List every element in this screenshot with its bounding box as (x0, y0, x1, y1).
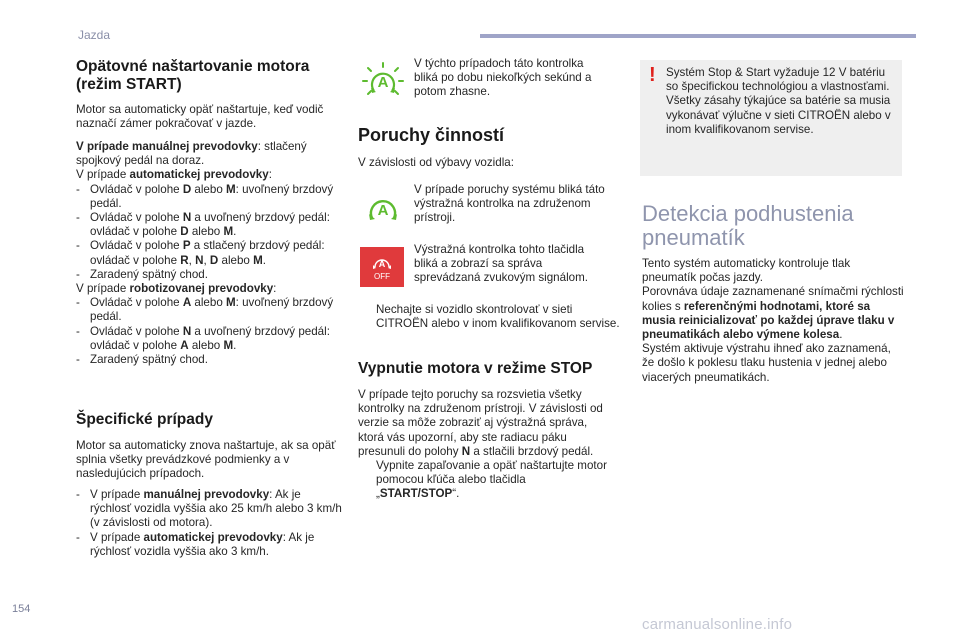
restart-intro: Motor sa automaticky opäť naštartuje, keď vodič naznačí zámer pokračovať v jazde. (76, 103, 324, 131)
page-number: 154 (12, 603, 31, 615)
stop-start-blinking-icon (362, 62, 404, 98)
icon-letter: A (378, 259, 386, 269)
auto-label: automatickej prevodovky (129, 168, 269, 182)
stop-title: Vypnutie motora v režime STOP (358, 360, 593, 377)
fault-warning-icon (362, 190, 404, 226)
special-cases-title: Špecifické prípady (76, 411, 213, 428)
list-item: - Ovládač v polohe N a uvoľnený brzdový pedál: ovládač v polohe A alebo M. (76, 324, 330, 352)
stop-text: V prípade tejto poruchy sa rozsvietia všetky kontrolky na združenom prístroji. V závislosti od verzie sa môže zobraziť aj výstražná správa, ktorá vás upozorní, aby ste radiacu páku presunuli do polohy N a stlačili brzdový pedál. Vypnite zapaľovanie a opäť naštartujte motor pomocou kľúča alebo tlačidla „START/STOP“. (358, 388, 607, 501)
restart-title: Opätovné naštartovanie motora (režim START) (76, 58, 310, 93)
fault-title: Poruchy činností (358, 125, 505, 145)
tyre-detection-title: Detekcia podhustenia pneumatík (642, 201, 854, 250)
list-item: - V prípade automatickej prevodovky: Ak je rýchlosť vozidla vyššia ako 3 km/h. (76, 530, 315, 558)
fault-icon2-text: Výstražná kontrolka tohto tlačidla bliká a zobrazí sa správa sprevádzaná zvukovým signálom. (414, 243, 588, 285)
special-cases-list (76, 488, 344, 559)
list-item: - Zaradený spätný chod. (76, 353, 208, 367)
stop-start-off-button-icon (360, 247, 404, 287)
robot-label: robotizovanej prevodovky (129, 282, 274, 296)
section-label: Jazda (78, 28, 111, 42)
list-item: - V prípade manuálnej prevodovky: Ak je rýchlosť vozidla vyššia ako 25 km/h alebo 3 km/h (v závislosti od motora). (76, 488, 342, 530)
tyre-detection-text: Tento systém automaticky kontroluje tlak pneumatík počas jazdy. Porovnáva údaje zaznamenané snímačmi rýchlosti kolies s referenčnými hodnotami, ktoré sa musia reinicializovať po každej úprave tlaku v pneumatikách alebo výmene kolesa. Systém aktivuje výstrahu ihneď ako zaznamená, že došlo k poklesu tlaku hustenia v jednej alebo viacerých pneumatikách. (642, 257, 904, 384)
list-item: - Ovládač v polohe D alebo M: uvoľnený brzdový pedál. (76, 182, 334, 210)
header-rule (480, 34, 916, 38)
watermark: carmanualsonline.info (642, 616, 793, 633)
list-item: - Zaradený spätný chod. (76, 267, 208, 281)
blink-text: V týchto prípadoch táto kontrolka bliká po dobu niekoľkých sekúnd a potom zhasne. (414, 57, 592, 99)
manual-label: V prípade manuálnej prevodovky (76, 140, 258, 153)
warning-exclamation-icon: ! (649, 64, 656, 86)
battery-warning-text: Systém Stop & Start vyžaduje 12 V batériu so špecifickou technológiou a vlastnosťami. Všetky zásahy týkajúce sa batérie sa musia vykonávať výlučne v sieti CITROËN alebo v inom kvalifikovanom servise. (666, 66, 891, 136)
off-label: OFF (374, 272, 390, 281)
icon-letter: A (377, 74, 389, 91)
list-item: - Ovládač v polohe A alebo M: uvoľnený brzdový pedál. (76, 296, 334, 324)
fault-intro: V závislosti od výbavy vozidla: (358, 156, 514, 169)
icon-letter: A (377, 202, 389, 219)
list-item: - Ovládač v polohe P a stlačený brzdový pedál: ovládač v polohe R, N, D alebo M. (76, 239, 325, 267)
restart-conditions: V prípade manuálnej prevodovky: stlačený spojkový pedál na doraz. V prípade automatickej prevodovky: - Ovládač v polohe D alebo M: uvoľnený brzdový pedál. - Ovládač v polohe N a uvoľnený brzdový pedál: ovládač v polohe D alebo M. - Ovládač v polohe P a stlačený brzdový pedál: ovládač v polohe R, N, D alebo M. - Zaradený spätný chod. V prípade robotizovanej prevodovky: - Ovládač v polohe A alebo M: uvoľnený brzdový pedál. - Ovládač v polohe N a uvoľnený brzdový pedál: ovládač v polohe A alebo M. - Zaradený spätný chod. (76, 140, 346, 367)
fault-icon1-text: V prípade poruchy systému bliká táto výstražná kontrolka na združenom prístroji. (414, 183, 605, 225)
list-item: - Ovládač v polohe N a uvoľnený brzdový pedál: ovládač v polohe D alebo M. (76, 211, 330, 239)
special-cases-intro: Motor sa automaticky znova naštartuje, ak sa opäť splnia všetky prevádzkové podmienky a v nasledujúcich prípadoch. (76, 439, 336, 481)
fault-note: Nechajte si vozidlo skontrolovať v sieti CITROËN alebo v inom kvalifikovanom servise. (376, 303, 620, 331)
